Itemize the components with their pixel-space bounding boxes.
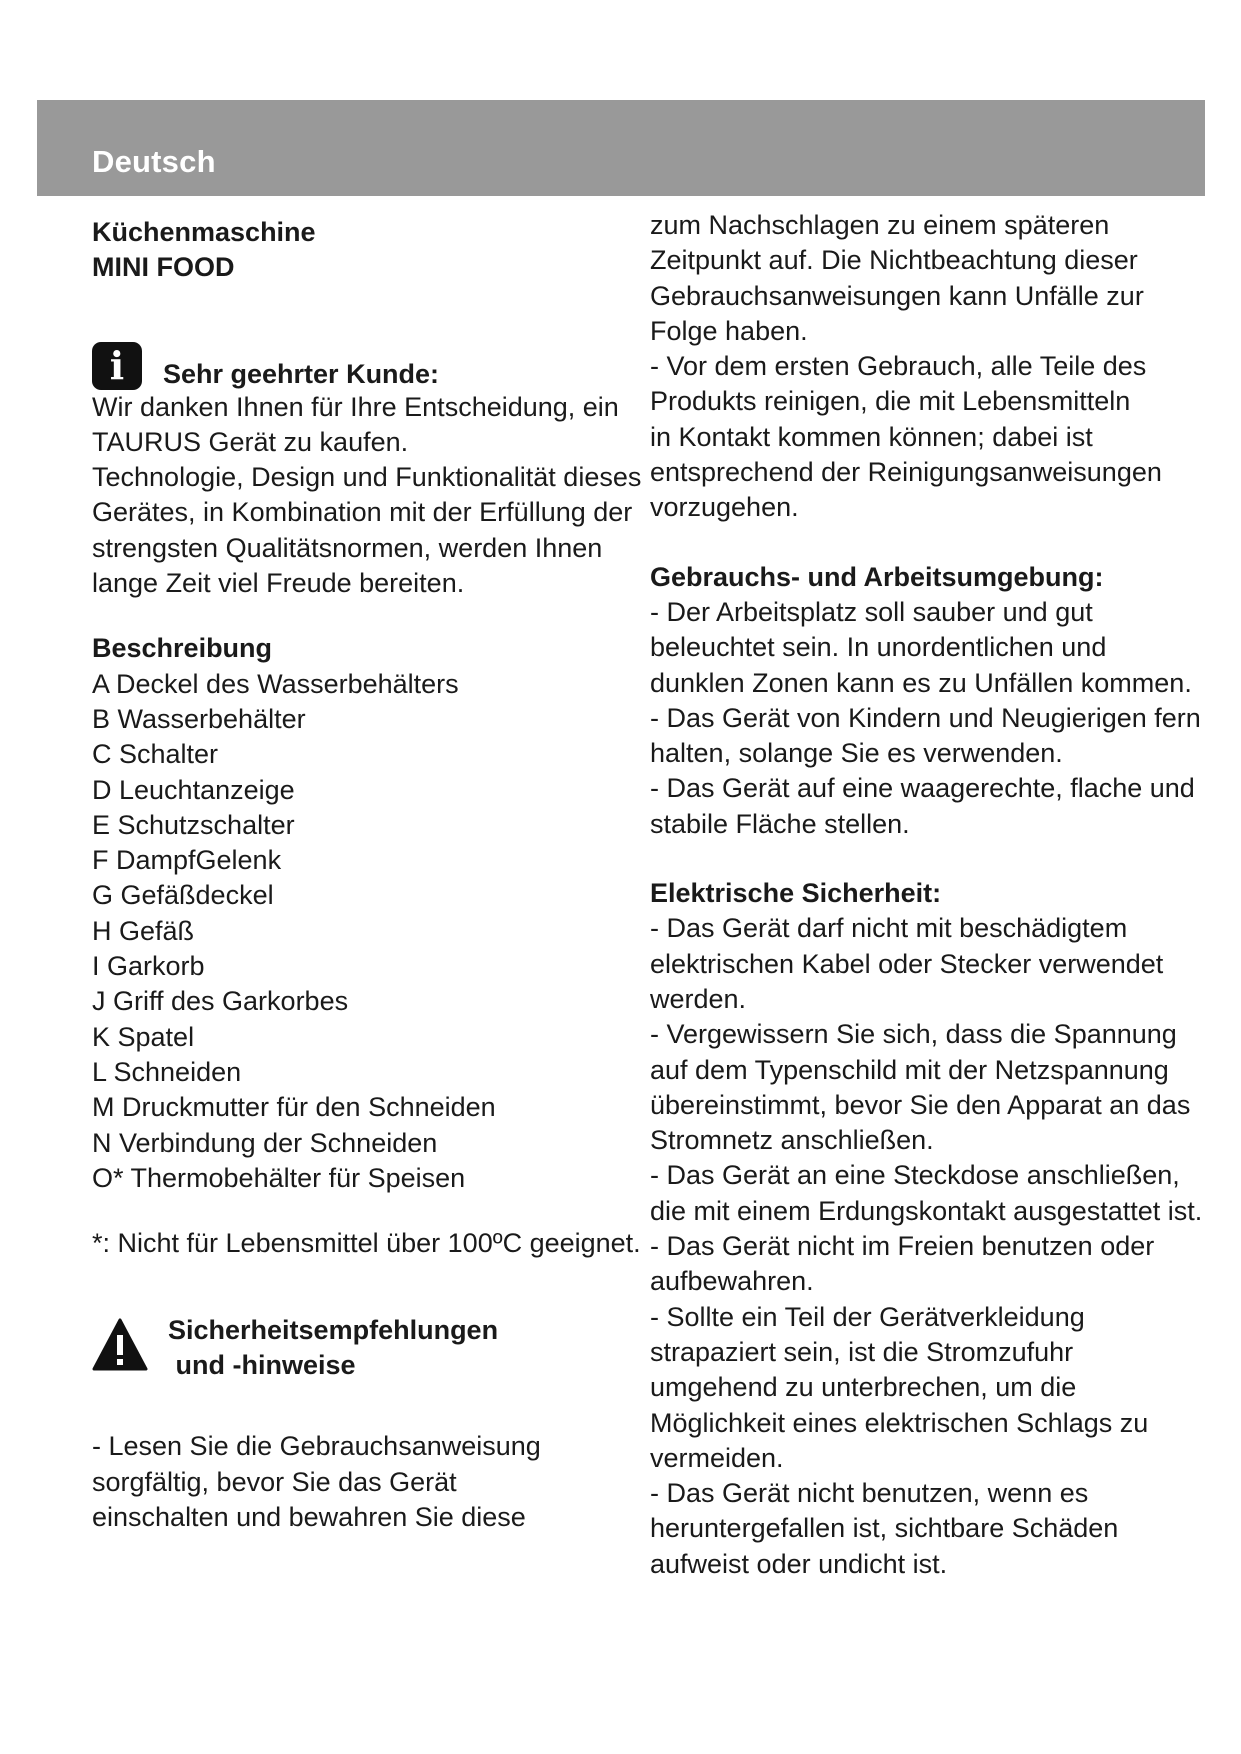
text-line: auf dem Typenschild mit der Netzspannung bbox=[650, 1054, 1169, 1085]
parts-list-item: E Schutzschalter bbox=[92, 809, 295, 840]
text-line: Gebrauchsanweisungen kann Unfälle zur bbox=[650, 280, 1144, 311]
text-line: vermeiden. bbox=[650, 1442, 784, 1473]
intro-paragraph bbox=[92, 390, 642, 602]
text-line: elektrischen Kabel oder Stecker verwendet bbox=[650, 948, 1164, 979]
text-line: - Das Gerät darf nicht mit beschädigtem bbox=[650, 913, 1128, 944]
parts-list-item: B Wasserbehälter bbox=[92, 703, 306, 734]
parts-list-item: L Schneiden bbox=[92, 1056, 242, 1087]
text-line: - Das Gerät auf eine waagerechte, flache und bbox=[650, 773, 1195, 804]
safety-heading-line: Sicherheitsempfehlungen bbox=[168, 1315, 499, 1346]
language-title: Deutsch bbox=[92, 144, 216, 179]
environment-paragraph bbox=[650, 595, 1201, 842]
safety-paragraph bbox=[92, 1429, 622, 1535]
text-line: vorzugehen. bbox=[650, 492, 799, 523]
text-line: beleuchtet sein. In unordentlichen und bbox=[650, 632, 1107, 663]
safety-heading-line: und -hinweise bbox=[168, 1350, 356, 1381]
warning-icon bbox=[92, 1317, 148, 1373]
text-line: in Kontakt kommen können; dabei ist bbox=[650, 421, 1093, 452]
description-heading: Beschreibung bbox=[92, 633, 273, 664]
text-line: - Der Arbeitsplatz soll sauber und gut bbox=[650, 596, 1093, 627]
text-line: - Das Gerät nicht benutzen, wenn es bbox=[650, 1478, 1089, 1509]
text-line: - Das Gerät von Kindern und Neugierigen fern bbox=[650, 702, 1201, 733]
text-line: stabile Fläche stellen. bbox=[650, 808, 910, 839]
right-column bbox=[650, 208, 1203, 1582]
environment-heading: Gebrauchs- und Arbeitsumgebung: bbox=[650, 561, 1104, 592]
parts-list-item: F DampfGelenk bbox=[92, 845, 282, 876]
text-line: Zeitpunkt auf. Die Nichtbeachtung dieser bbox=[650, 245, 1138, 276]
text-line: entsprechend der Reinigungsanweisungen bbox=[650, 457, 1162, 488]
text-line: - Vor dem ersten Gebrauch, alle Teile des bbox=[650, 351, 1147, 382]
intro-line: lange Zeit viel Freude bereiten. bbox=[92, 568, 465, 599]
info-icon: i bbox=[92, 342, 142, 390]
parts-list-item: G Gefäßdeckel bbox=[92, 880, 274, 911]
product-type: Küchenmaschine bbox=[92, 217, 316, 247]
left-column bbox=[92, 215, 642, 1535]
text-line: Produkts reinigen, die mit Lebensmitteln bbox=[650, 386, 1131, 417]
parts-list-item: D Leuchtanzeige bbox=[92, 774, 295, 805]
text-line: Stromnetz anschließen. bbox=[650, 1125, 934, 1156]
safety-heading-row bbox=[92, 1313, 622, 1383]
parts-list-item: O* Thermobehälter für Speisen bbox=[92, 1162, 466, 1193]
intro-heading-row bbox=[92, 334, 622, 390]
intro-line: Gerätes, in Kombination mit der Erfüllung der bbox=[92, 497, 633, 528]
electrical-safety-heading: Elektrische Sicherheit: bbox=[650, 878, 942, 909]
parts-list bbox=[92, 667, 622, 1196]
parts-list-item: I Garkorb bbox=[92, 951, 205, 982]
parts-list-item: M Druckmutter für den Schneiden bbox=[92, 1092, 496, 1123]
text-line: aufbewahren. bbox=[650, 1266, 814, 1297]
text-line: zum Nachschlagen zu einem späteren bbox=[650, 210, 1110, 240]
intro-line: TAURUS Gerät zu kaufen. bbox=[92, 426, 409, 457]
text-line: heruntergefallen ist, sichtbare Schäden bbox=[650, 1513, 1119, 1544]
parts-list-item: H Gefäß bbox=[92, 915, 195, 946]
text-line: - Das Gerät an eine Steckdose anschließen, bbox=[650, 1160, 1180, 1191]
text-line: Folge haben. bbox=[650, 315, 808, 346]
text-line: umgehend zu unterbrechen, um die bbox=[650, 1372, 1077, 1403]
text-line: strapaziert sein, ist die Stromzufuhr bbox=[650, 1336, 1074, 1367]
text-line: dunklen Zonen kann es zu Unfällen kommen. bbox=[650, 667, 1192, 698]
text-line: werden. bbox=[650, 983, 747, 1014]
parts-list-item: C Schalter bbox=[92, 739, 219, 770]
parts-list-item: A Deckel des Wasserbehälters bbox=[92, 668, 459, 699]
text-line: halten, solange Sie es verwenden. bbox=[650, 738, 1063, 769]
parts-list-item: J Griff des Garkorbes bbox=[92, 986, 349, 1017]
footnote: *: Nicht für Lebensmittel über 100ºC geeignet. bbox=[92, 1228, 641, 1259]
text-line: aufweist oder undicht ist. bbox=[650, 1548, 948, 1579]
parts-list-item: N Verbindung der Schneiden bbox=[92, 1127, 438, 1158]
text-line: die mit einem Erdungskontakt ausgestattet ist. bbox=[650, 1195, 1203, 1226]
intro-line: Wir danken Ihnen für Ihre Entscheidung, ein bbox=[92, 391, 619, 422]
text-line: übereinstimmt, bevor Sie den Apparat an das bbox=[650, 1089, 1191, 1120]
text-line: - Sollte ein Teil der Gerätverkleidung bbox=[650, 1301, 1085, 1332]
safety-line: einschalten und bewahren Sie diese bbox=[92, 1502, 526, 1533]
text-line: - Vergewissern Sie sich, dass die Spannung bbox=[650, 1019, 1177, 1050]
safety-line: sorgfältig, bevor Sie das Gerät bbox=[92, 1466, 457, 1497]
text-line: - Das Gerät nicht im Freien benutzen oder bbox=[650, 1231, 1155, 1262]
electrical-safety-paragraph bbox=[650, 911, 1203, 1582]
safety-line: - Lesen Sie die Gebrauchsanweisung bbox=[92, 1431, 541, 1462]
intro-line: strengsten Qualitätsnormen, werden Ihnen bbox=[92, 532, 603, 563]
parts-list-item: K Spatel bbox=[92, 1021, 195, 1052]
product-name: MINI FOOD bbox=[92, 252, 235, 283]
intro-line: Technologie, Design und Funktionalität dieses bbox=[92, 462, 642, 493]
continuation-paragraph bbox=[650, 208, 1170, 526]
intro-heading: Sehr geehrter Kunde: bbox=[163, 358, 440, 389]
text-line: Möglichkeit eines elektrischen Schlags zu bbox=[650, 1407, 1149, 1438]
language-header-bar bbox=[37, 100, 1205, 196]
safety-heading bbox=[168, 1313, 498, 1383]
